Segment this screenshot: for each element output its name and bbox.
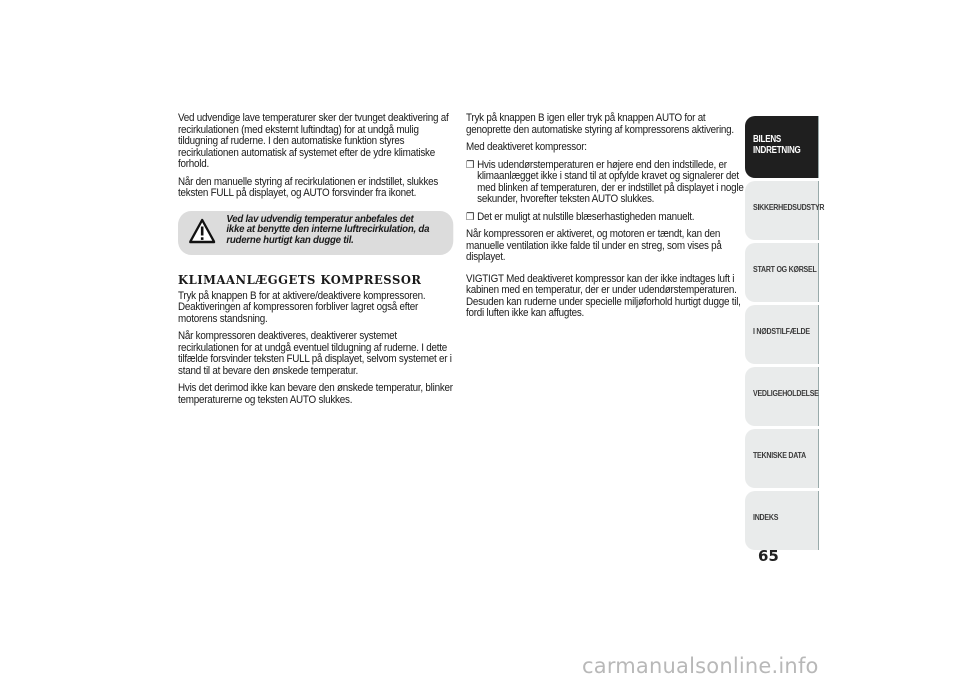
paragraph: Når den manuelle styring af recirkulationen er indstillet, slukkes teksten FULL på displayet, og AUTO forsvinder fra ikonet. bbox=[178, 175, 439, 199]
tab-label: I NØDSTILFÆLDE bbox=[753, 326, 810, 336]
page-number: 65 bbox=[758, 547, 779, 565]
tab-tekniske-data[interactable] bbox=[745, 429, 819, 488]
tab-bilens-indretning[interactable] bbox=[745, 116, 819, 178]
chapter-tabs bbox=[745, 116, 825, 553]
tab-label: VEDLIGEHOLDELSE bbox=[753, 388, 819, 398]
tab-vedligeholdelse[interactable] bbox=[745, 367, 819, 426]
left-column bbox=[178, 113, 457, 412]
tab-i-nodstilfaelde[interactable] bbox=[745, 305, 819, 364]
paragraph: Tryk på knappen B igen eller tryk på knappen AUTO for at genoprette den automatiske styring af kompressorens aktivering. bbox=[466, 112, 734, 136]
tab-label: START OG KØRSEL bbox=[753, 264, 817, 274]
tab-start-og-korsel[interactable] bbox=[745, 243, 819, 302]
tab-indeks[interactable] bbox=[745, 491, 819, 550]
warning-triangle-icon bbox=[189, 218, 215, 244]
paragraph: Med deaktiveret kompressor: bbox=[466, 141, 587, 153]
checkbox-bullet-icon: ❒ bbox=[466, 159, 475, 171]
list-item-text: Det er muligt at nulstille blæserhastigheden manuelt. bbox=[477, 210, 695, 223]
watermark: carmanualsonline.info bbox=[582, 654, 819, 678]
paragraph: Hvis det derimod ikke kan bevare den ønskede temperatur, blinker temperaturerne og teksten AUTO slukkes. bbox=[178, 382, 453, 406]
tab-label: TEKNISKE DATA bbox=[753, 450, 806, 460]
warning-text: Ved lav udvendig temperatur anbefales det ikke at benytte den interne luftrecirkulation, da ruderne hurtigt kan dugge til. bbox=[226, 213, 430, 247]
paragraph: Når kompressoren er aktiveret, og motoren er tændt, kan den manuelle ventilation ikke falde til under en streg, som vises på displayet. bbox=[466, 228, 722, 263]
paragraph: Ved udvendige lave temperaturer sker der tvunget deaktivering af recirkulationen (med eksternt luftindtag) for at undgå mulig tildugning af ruderne. I den automatiske funktion styres recirkulationen automatisk af systemet efter de ydre klimatiske forhold. bbox=[178, 112, 449, 170]
tab-label: SIKKERHEDSUDSTYR bbox=[753, 202, 825, 212]
section-heading: KLIMAANLÆGGETS KOMPRESSOR bbox=[178, 271, 422, 287]
list-item bbox=[466, 212, 745, 224]
warning-box bbox=[178, 211, 453, 255]
list-item-text: Hvis udendørstemperaturen er højere end den indstillede, er klimaanlægget ikke i stand til at opfylde kravet og signalerer det med blinken af temperaturen, der er indstillet på displayet i nogle sekunder, hvorefter teksten AUTO slukkes. bbox=[477, 158, 744, 205]
tab-sikkerhedsudstyr[interactable] bbox=[745, 181, 825, 240]
tab-label: BILENS INDRETNING bbox=[753, 134, 801, 156]
right-column bbox=[466, 113, 745, 326]
paragraph: Når kompressoren deaktiveres, deaktiverer systemet recirkulationen for at undgå eventuel tildugning af ruderne. I dette tilfælde forsvinder teksten FULL på displayet, selvom systemet er i stand til at bevare den ønskede temperatur. bbox=[178, 330, 452, 377]
tab-label: INDEKS bbox=[753, 512, 779, 522]
list-item bbox=[466, 160, 745, 206]
paragraph: Tryk på knappen B for at aktivere/deaktivere kompressoren. Deaktiveringen af kompressoren forbliver lagret også efter motorens standsning. bbox=[178, 289, 426, 325]
paragraph: VIGTIGT Med deaktiveret kompressor kan der ikke indtages luft i kabinen med en temperatur, der er under udendørstemperaturen. Desuden kan ruderne under specielle miljøforhold hurtigt dugge til, fordi luften ikke kan affugtes. bbox=[466, 272, 741, 319]
checkbox-bullet-icon: ❒ bbox=[466, 211, 475, 223]
